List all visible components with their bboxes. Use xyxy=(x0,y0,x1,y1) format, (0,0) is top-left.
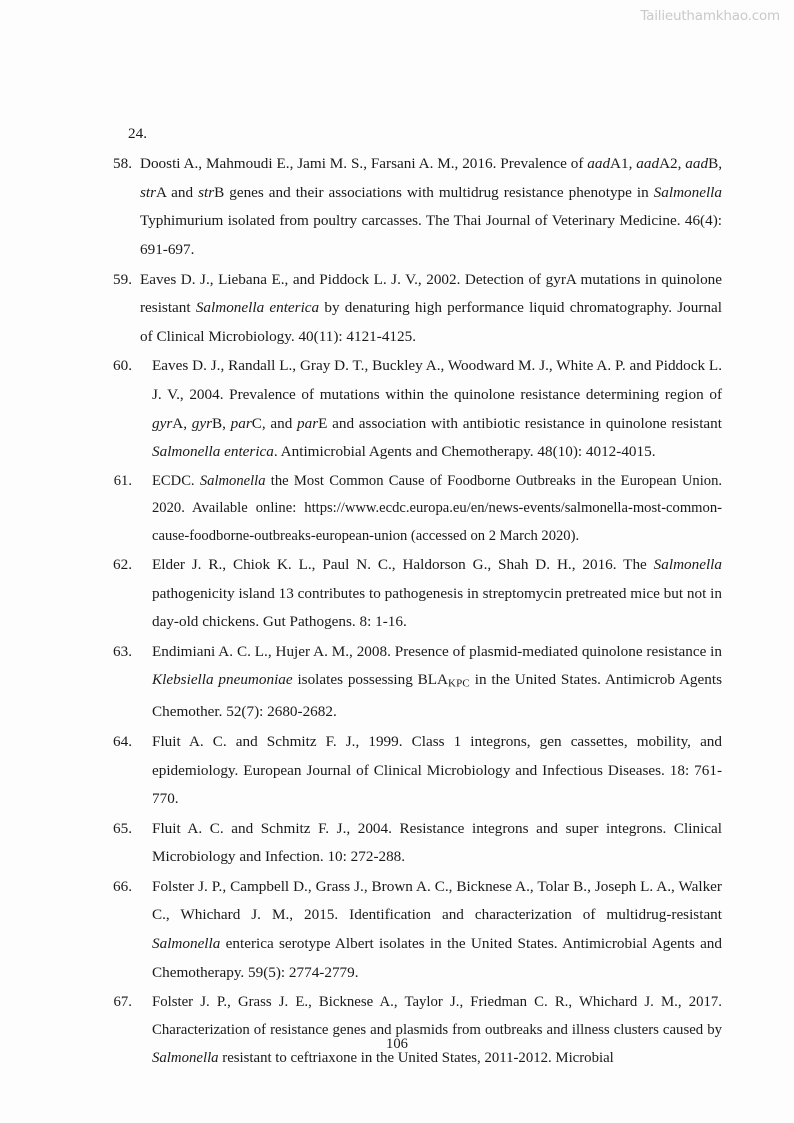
reference-text-run: aad xyxy=(636,155,660,173)
reference-text-run: Klebsiella pneumoniae xyxy=(152,671,293,689)
reference-number: 62. xyxy=(113,555,132,573)
reference-entry xyxy=(104,988,722,1072)
reference-text-run: A1, xyxy=(610,155,637,173)
reference-text-run: A2, xyxy=(659,155,686,173)
reference-text-run: Salmonella xyxy=(152,935,221,953)
reference-text-run: gyr xyxy=(152,414,173,432)
reference-number: 58. xyxy=(113,155,132,173)
reference-text-run: aad xyxy=(685,155,709,173)
reference-text-run: Salmonella xyxy=(152,1050,219,1067)
reference-text-run: Elder J. R., Chiok K. L., Paul N. C., Haldorson G., Shah D. H., 2016. The xyxy=(152,555,654,573)
reference-text-run: Eaves D. J., Liebana E., and Piddock L. J. V., 2002. Detection of gyrA mutations in quinolone resistant xyxy=(140,270,722,317)
reference-text-run: Salmonella enterica xyxy=(195,299,320,317)
reference-text-run: B, xyxy=(708,155,723,173)
reference-text-run: Salmonella enterica xyxy=(152,443,274,461)
reference-number: 67. xyxy=(113,994,132,1011)
reference-text xyxy=(152,815,722,872)
reference-number: 59. xyxy=(113,270,132,288)
page-number: 106 xyxy=(386,1036,408,1052)
reference-text-run: by denaturing high performance liquid chromatography. Journal of Clinical Microbiology. 40(11): 4121-4125. xyxy=(140,299,722,345)
reference-text-run: Folster J. P., Grass J. E., Bicknese A., Taylor J., Friedman C. R., Whichard J. M., 2017. Characterization of resistance genes and plasmids from outbreaks and illness clusters caused by xyxy=(152,994,722,1039)
reference-text-run: str xyxy=(140,183,157,201)
reference-text-run: Salmonella xyxy=(199,472,266,489)
reference-number: 65. xyxy=(113,819,132,837)
reference-entry xyxy=(104,551,722,637)
reference-text-run: par xyxy=(297,414,319,432)
reference-number: 64. xyxy=(113,732,132,750)
reference-number: 60. xyxy=(113,357,132,375)
reference-text-run: ECDC. xyxy=(152,472,200,489)
reference-entry xyxy=(104,815,722,872)
reference-text-run: enterica serotype Albert isolates in the United States. Antimicrobial Agents and Chemotherapy. 59(5): 2774-2779. xyxy=(152,935,722,981)
reference-text-run: A and xyxy=(156,183,199,201)
reference-text-run: Folster J. P., Campbell D., Grass J., Brown A. C., Bicknese A., Tolar B., Joseph L. A., Walker C., Whichard J. M., 2015. Identification and characterization of multidrug-resistant xyxy=(152,877,722,924)
reference-text-run: . Antimicrobial Agents and Chemotherapy. 48(10): 4012-4015. xyxy=(273,443,656,461)
reference-text-run: resistant to ceftriaxone in the United States, 2011-2012. Microbial xyxy=(218,1050,614,1067)
reference-text-run: par xyxy=(230,414,252,432)
reference-text-run: pathogenicity island 13 contributes to pathogenesis in streptomycin pretreated mice but not in day-old chickens. Gut Pathogens. 8: 1-16. xyxy=(152,584,722,631)
reference-text-run: B genes and their associations with multidrug resistance phenotype in xyxy=(214,183,654,201)
reference-text-run: A, xyxy=(172,414,192,432)
reference-entry xyxy=(104,150,722,264)
reference-text-run: isolates possessing BLA xyxy=(292,671,449,689)
reference-entry xyxy=(104,266,722,352)
reference-number: 61. xyxy=(113,472,132,489)
reference-text-run: Eaves D. J., Randall L., Gray D. T., Buckley A., Woodward M. J., White A. P. and Piddock L. J. V., 2004. Prevalence of mutations within the quinolone resistance determining region of xyxy=(152,357,722,403)
reference-text-run: E and association with antibiotic resistance in quinolone resistant xyxy=(318,414,722,432)
reference-text-run: Typhimurium isolated from poultry carcasses. The Thai Journal of Veterinary Medicine. 46(4): 691-697. xyxy=(140,212,722,258)
reference-text-run: Fluit A. C. and Schmitz F. J., 2004. Resistance integrons and super integrons. Clinical Microbiology and Infection. 10: 272-288. xyxy=(152,819,722,866)
reference-entry xyxy=(104,728,722,814)
reference-text xyxy=(152,988,722,1072)
reference-text-run: KPC xyxy=(448,677,470,690)
reference-entry xyxy=(104,352,722,466)
reference-text-run: Fluit A. C. and Schmitz F. J., 1999. Class 1 integrons, gen cassettes, mobility, and epidemiology. European Journal of Clinical Microbiology and Infectious Diseases. 18: 761-770. xyxy=(152,732,722,808)
reference-text-run: B, xyxy=(211,414,231,432)
reference-text-run: Endimiani A. C. L., Hujer A. M., 2008. Presence of plasmid-mediated quinolone resistance in xyxy=(152,642,722,660)
reference-text xyxy=(152,873,722,987)
reference-entry xyxy=(104,468,722,550)
reference-number: 66. xyxy=(113,877,132,895)
reference-text-run: the Most Common Cause of Foodborne Outbreaks in the European Union. 2020. Available online: https://www.ecdc.europa.eu/en/news-events/salmonella-most-common-cause-foodborne-outbreaks-european-union (accessed on 2 March 2020). xyxy=(152,472,723,544)
reference-number: 63. xyxy=(113,642,132,660)
reference-text-run: aad xyxy=(587,155,611,173)
reference-text-run: str xyxy=(198,183,215,201)
reference-list xyxy=(104,126,722,1073)
reference-entries xyxy=(104,150,722,1072)
reference-text-run: C, and xyxy=(251,414,298,432)
continuation-line: 24. xyxy=(128,125,147,142)
reference-text xyxy=(152,638,722,727)
reference-text-run: Salmonella xyxy=(653,183,722,201)
reference-text xyxy=(152,728,722,814)
reference-text-run: in the United States. Antimicrob Agents Chemother. 52(7): 2680-2682. xyxy=(152,671,722,721)
reference-text-run: gyr xyxy=(191,414,212,432)
reference-text-run: Doosti A., Mahmoudi E., Jami M. S., Farsani A. M., 2016. Prevalence of xyxy=(140,155,588,173)
reference-text xyxy=(152,551,722,637)
reference-text xyxy=(152,352,722,466)
reference-text xyxy=(140,266,722,352)
reference-entry xyxy=(104,873,722,987)
reference-text-run: Salmonella xyxy=(653,555,722,573)
watermark-text: Tailieuthamkhao.com xyxy=(640,8,780,24)
reference-text xyxy=(140,150,722,264)
reference-entry xyxy=(104,638,722,727)
reference-text xyxy=(152,468,722,550)
